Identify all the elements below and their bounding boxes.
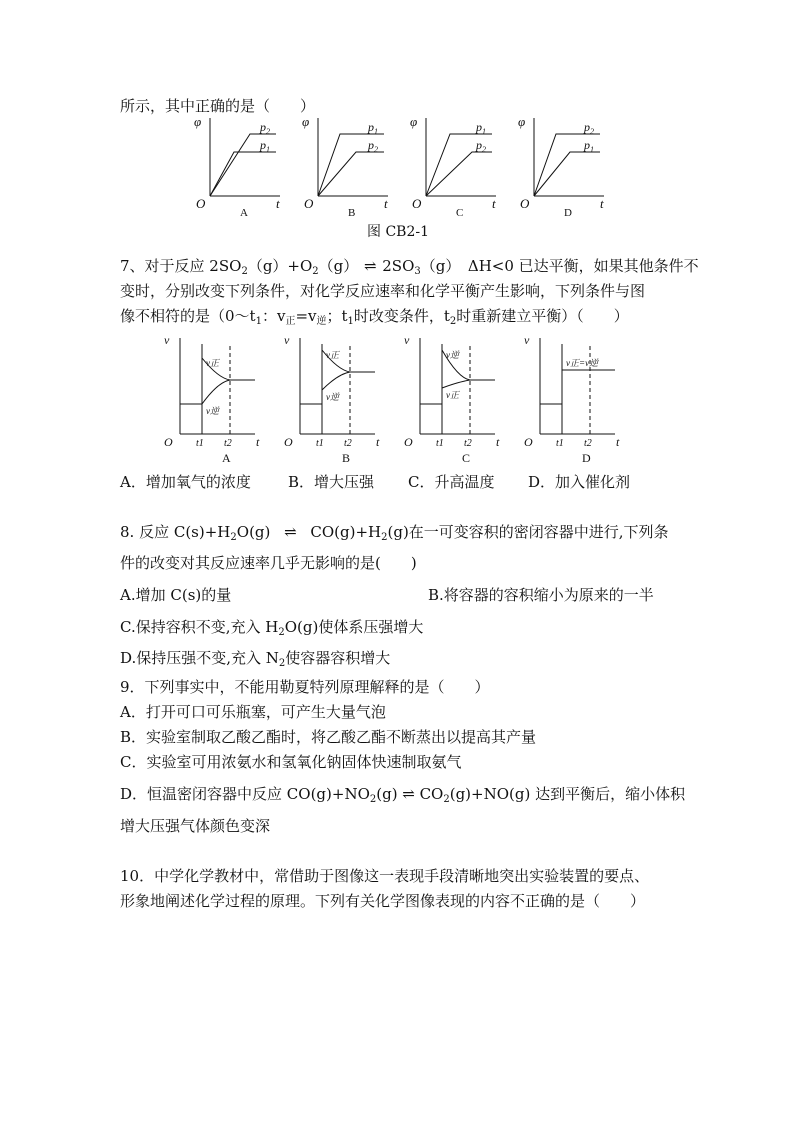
cb-origin-label: O bbox=[412, 196, 422, 211]
cb-origin-label: O bbox=[196, 196, 206, 211]
q9-option-c: C．实验室可用浓氨水和氢氧化钠固体快速制取氨气 bbox=[120, 753, 462, 771]
q7-line-3: 像不相符的是（$0\sim t_1$：$v_正=v_逆$；$t_1$时改变条件，$t_2$时重新建立平衡）（ ） bbox=[120, 307, 629, 327]
q7-curve-lower bbox=[322, 372, 350, 390]
q7-t1-label: t1 bbox=[556, 438, 564, 449]
q7-rate-label: v正=v逆 bbox=[566, 358, 599, 368]
q7-upper-rate-label: v正 bbox=[206, 358, 219, 368]
figure-cb2-1 bbox=[190, 112, 610, 224]
cb-y-axis-label: φ bbox=[302, 114, 310, 129]
q7-t2-label: t2 bbox=[224, 438, 232, 449]
q7-y-axis-label: v bbox=[524, 333, 530, 347]
q7-panel-d bbox=[524, 333, 620, 465]
q7-t1-label: t1 bbox=[436, 438, 444, 449]
cb-x-axis-label: t bbox=[276, 196, 280, 211]
q10-line-2: 形象地阐述化学过程的原理。下列有关化学图像表现的内容不正确的是（ ） bbox=[120, 892, 646, 910]
q7-x-axis-label: t bbox=[496, 435, 500, 449]
cb-curve-lower bbox=[426, 152, 492, 196]
cb-panel-letter: B bbox=[348, 207, 356, 219]
q7-t1-label: t1 bbox=[316, 438, 324, 449]
q7-lower-rate-label: v逆 bbox=[206, 406, 219, 416]
q9-option-d-line-2: 增大压强气体颜色变深 bbox=[120, 817, 271, 835]
cb-y-axis-label: φ bbox=[410, 114, 418, 129]
cb-panel-d bbox=[518, 114, 604, 219]
cb-origin-label: O bbox=[304, 196, 314, 211]
equilibrium-long-arrow-icon: ⇌ bbox=[284, 523, 297, 541]
q7-x-axis-label: t bbox=[616, 435, 620, 449]
q7-t2-label: t2 bbox=[584, 438, 592, 449]
q7-panel-letter: A bbox=[222, 451, 231, 465]
q8-option-a: A.增加 C(s)的量 bbox=[120, 586, 232, 604]
cb-curve-lower bbox=[210, 152, 276, 196]
q10-line-1: 10．中学化学教材中，常借助于图像这一表现手段清晰地突出实验装置的要点、 bbox=[120, 867, 650, 885]
q7-t2-label: t2 bbox=[344, 438, 352, 449]
q8-option-c: C.保持容积不变,充入 $H_2O(g)$使体系压强增大 bbox=[120, 618, 424, 638]
cb-x-axis-label: t bbox=[492, 196, 496, 211]
cb-y-axis-label: φ bbox=[194, 114, 202, 129]
q6-tail-text: 所示，其中正确的是（ ） bbox=[120, 97, 316, 115]
q7-line-1: 7、对于反应 $2SO_2(g)+O_2(g)$ ⇌ $2SO_3(g)$ ΔH<0 已达平衡，如果其他条件不 bbox=[120, 257, 699, 277]
cb-curve-upper bbox=[210, 134, 276, 196]
q7-panel-letter: B bbox=[342, 451, 351, 465]
q7-t2-label: t2 bbox=[464, 438, 472, 449]
cb-panel-letter: D bbox=[564, 207, 572, 219]
q7-y-axis-label: v bbox=[404, 333, 410, 347]
cb-label-upper: $p_1$ bbox=[476, 120, 486, 136]
q7-origin-label: O bbox=[524, 435, 533, 449]
q9-stem: 9．下列事实中，不能用勒夏特列原理解释的是（ ） bbox=[120, 678, 490, 696]
cb-curve-lower bbox=[318, 152, 384, 196]
q7-option-c: C．升高温度 bbox=[408, 473, 495, 491]
q8-option-d: D.保持压强不变,充入 $N_2$使容器容积增大 bbox=[120, 649, 391, 669]
q7-panel-letter: C bbox=[462, 451, 471, 465]
q7-option-a: A．增加氧气的浓度 bbox=[120, 473, 251, 491]
q7-panel-c bbox=[404, 333, 500, 465]
q7-lower-rate-label: v逆 bbox=[326, 392, 339, 402]
q7-origin-label: O bbox=[284, 435, 293, 449]
q8-line-2: 件的改变对其反应速率几乎无影响的是( ) bbox=[120, 554, 417, 572]
q7-y-axis-label: v bbox=[284, 333, 290, 347]
cb-panel-b bbox=[302, 114, 388, 219]
cb-panel-letter: A bbox=[240, 207, 248, 219]
q9-option-d: D．恒温密闭容器中反应 $CO(g)+NO_2(g)$ ⇌ $CO_2(g)+NO(g)$ 达到平衡后，缩小体积 bbox=[120, 785, 686, 805]
figure-cb2-1-caption: 图 CB2-1 bbox=[367, 224, 429, 240]
q7-option-d: D．加入催化剂 bbox=[528, 473, 631, 491]
q9-option-a: A．打开可口可乐瓶塞，可产生大量气泡 bbox=[120, 703, 386, 721]
q7-curve-lower bbox=[202, 380, 230, 404]
cb-origin-label: O bbox=[520, 196, 530, 211]
cb-label-upper: $p_2$ bbox=[260, 120, 270, 136]
cb-label-upper: $p_1$ bbox=[368, 120, 378, 136]
equilibrium-arrow-icon: ⇌ bbox=[363, 257, 377, 275]
cb-label-lower: $p_2$ bbox=[368, 138, 378, 154]
cb-label-lower: $p_1$ bbox=[260, 138, 270, 154]
q7-upper-rate-label: v正 bbox=[326, 350, 339, 360]
cb-curve-lower bbox=[534, 152, 600, 196]
q7-origin-label: O bbox=[164, 435, 173, 449]
equilibrium-arrow-icon: ⇌ bbox=[402, 785, 415, 803]
q7-upper-rate-label: v逆 bbox=[446, 350, 459, 360]
q7-panel-b bbox=[284, 333, 380, 465]
q7-curve-lower bbox=[442, 380, 470, 388]
cb-label-lower: $p_2$ bbox=[476, 138, 486, 154]
q8-line-1: 8. 反应 $C(s)+H_2O(g)$ ⇌ $CO(g)+H_2(g)$在一可变容积的密闭容器中进行,下列条 bbox=[120, 523, 669, 543]
q7-panel-letter: D bbox=[582, 451, 591, 465]
cb-label-upper: $p_2$ bbox=[584, 120, 594, 136]
q7-lower-rate-label: v正 bbox=[446, 390, 459, 400]
q7-origin-label: O bbox=[404, 435, 413, 449]
q7-x-axis-label: t bbox=[256, 435, 260, 449]
q9-option-b: B．实验室制取乙酸乙酯时，将乙酸乙酯不断蒸出以提高其产量 bbox=[120, 728, 537, 746]
q7-line-2: 变时，分别改变下列条件，对化学反应速率和化学平衡产生影响，下列条件与图 bbox=[120, 282, 646, 300]
q7-option-b: B．增大压强 bbox=[288, 473, 375, 491]
cb-x-axis-label: t bbox=[600, 196, 604, 211]
q8-option-b: B.将容器的容积缩小为原来的一半 bbox=[428, 586, 654, 604]
cb-curve-upper bbox=[534, 134, 600, 196]
figure-q7-rate-graphs bbox=[150, 330, 630, 470]
q7-panel-a bbox=[164, 333, 260, 465]
cb-panel-c bbox=[410, 114, 496, 219]
cb-label-lower: $p_1$ bbox=[584, 138, 594, 154]
q7-x-axis-label: t bbox=[376, 435, 380, 449]
cb-panel-letter: C bbox=[456, 207, 464, 219]
cb-x-axis-label: t bbox=[384, 196, 388, 211]
q7-y-axis-label: v bbox=[164, 333, 170, 347]
cb-y-axis-label: φ bbox=[518, 114, 526, 129]
cb-curve-upper bbox=[318, 134, 384, 196]
q7-t1-label: t1 bbox=[196, 438, 204, 449]
cb-panel-a bbox=[194, 114, 280, 219]
